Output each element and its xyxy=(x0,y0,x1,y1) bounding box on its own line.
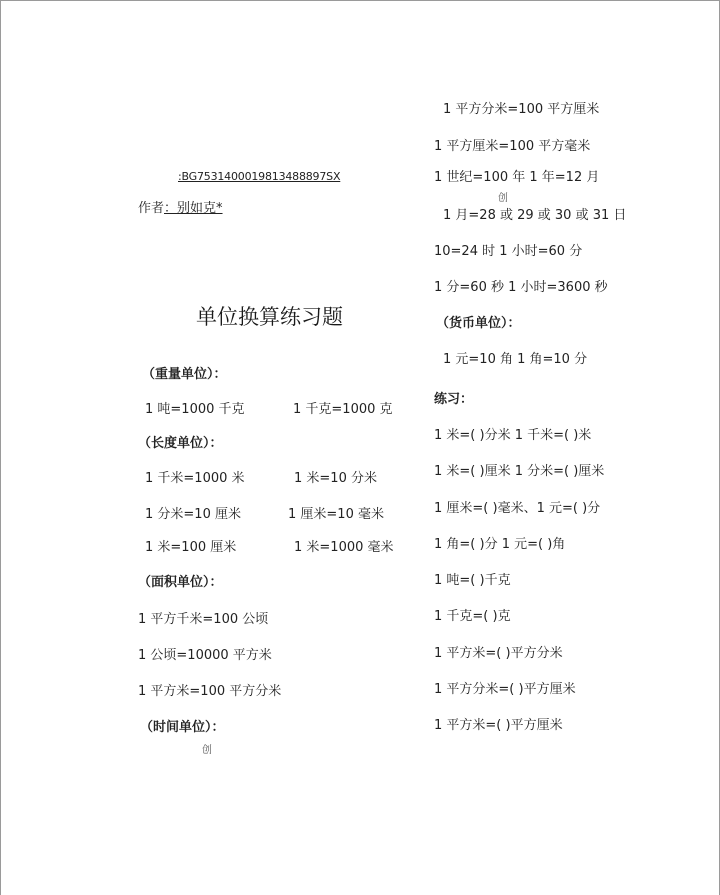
length-item: 1 米=100 厘米 xyxy=(145,540,237,555)
time-item: 1 分=60 秒 1 小时=3600 秒 xyxy=(434,280,608,295)
length-item: 1 厘米=10 毫米 xyxy=(288,507,384,522)
length-item: 1 米=10 分米 xyxy=(294,471,377,486)
area-item: 1 平方千米=100 公顷 xyxy=(138,612,269,627)
currency-item: 1 元=10 角 1 角=10 分 xyxy=(443,352,588,367)
practice-heading: 练习： xyxy=(434,392,474,407)
document-serial: :BG7531400019813488897SX xyxy=(178,170,341,183)
page-border-top xyxy=(0,0,720,1)
page-border-left xyxy=(0,0,1,895)
weight-heading: （重量单位）： xyxy=(142,367,227,382)
area-item: 1 公顷=10000 平方米 xyxy=(138,648,272,663)
area-item: 1 平方分米=100 平方厘米 xyxy=(443,102,600,117)
practice-item: 1 千克=( )克 xyxy=(434,609,511,624)
length-item: 1 米=1000 毫米 xyxy=(294,540,394,555)
time-mark-2: 创 xyxy=(498,193,508,204)
author-value: ：别如克* xyxy=(164,201,223,216)
time-item: 1 世纪=100 年 1 年=12 月 xyxy=(434,170,600,185)
practice-item: 1 平方分米=( )平方厘米 xyxy=(434,682,576,697)
practice-item: 1 米=( )厘米 1 分米=( )厘米 xyxy=(434,464,605,479)
author-label: 作者 xyxy=(138,201,165,216)
practice-item: 1 米=( )分米 1 千米=( )米 xyxy=(434,428,592,443)
practice-item: 1 角=( )分 1 元=( )角 xyxy=(434,537,566,552)
area-item: 1 平方米=100 平方分米 xyxy=(138,684,282,699)
length-item: 1 千米=1000 米 xyxy=(145,471,245,486)
weight-item: 1 吨=1000 千克 xyxy=(145,402,245,417)
length-item: 1 分米=10 厘米 xyxy=(145,507,241,522)
time-heading: （时间单位）： xyxy=(140,720,225,735)
time-item: 10=24 时 1 小时=60 分 xyxy=(434,244,583,259)
practice-item: 1 平方米=( )平方厘米 xyxy=(434,718,563,733)
page-title: 单位换算练习题 xyxy=(196,305,343,329)
practice-item: 1 平方米=( )平方分米 xyxy=(434,646,563,661)
practice-item: 1 吨=( )千克 xyxy=(434,573,511,588)
weight-item: 1 千克=1000 克 xyxy=(293,402,393,417)
area-item: 1 平方厘米=100 平方毫米 xyxy=(434,139,591,154)
time-item: 1 月=28 或 29 或 30 或 31 日 xyxy=(443,208,627,223)
currency-heading: （货币单位）： xyxy=(436,316,521,331)
practice-item: 1 厘米=( )毫米、1 元=( )分 xyxy=(434,501,601,516)
area-heading: （面积单位）： xyxy=(138,575,223,590)
length-heading: （长度单位）： xyxy=(138,436,223,451)
author-line xyxy=(138,201,223,217)
time-mark: 创 xyxy=(202,745,212,756)
